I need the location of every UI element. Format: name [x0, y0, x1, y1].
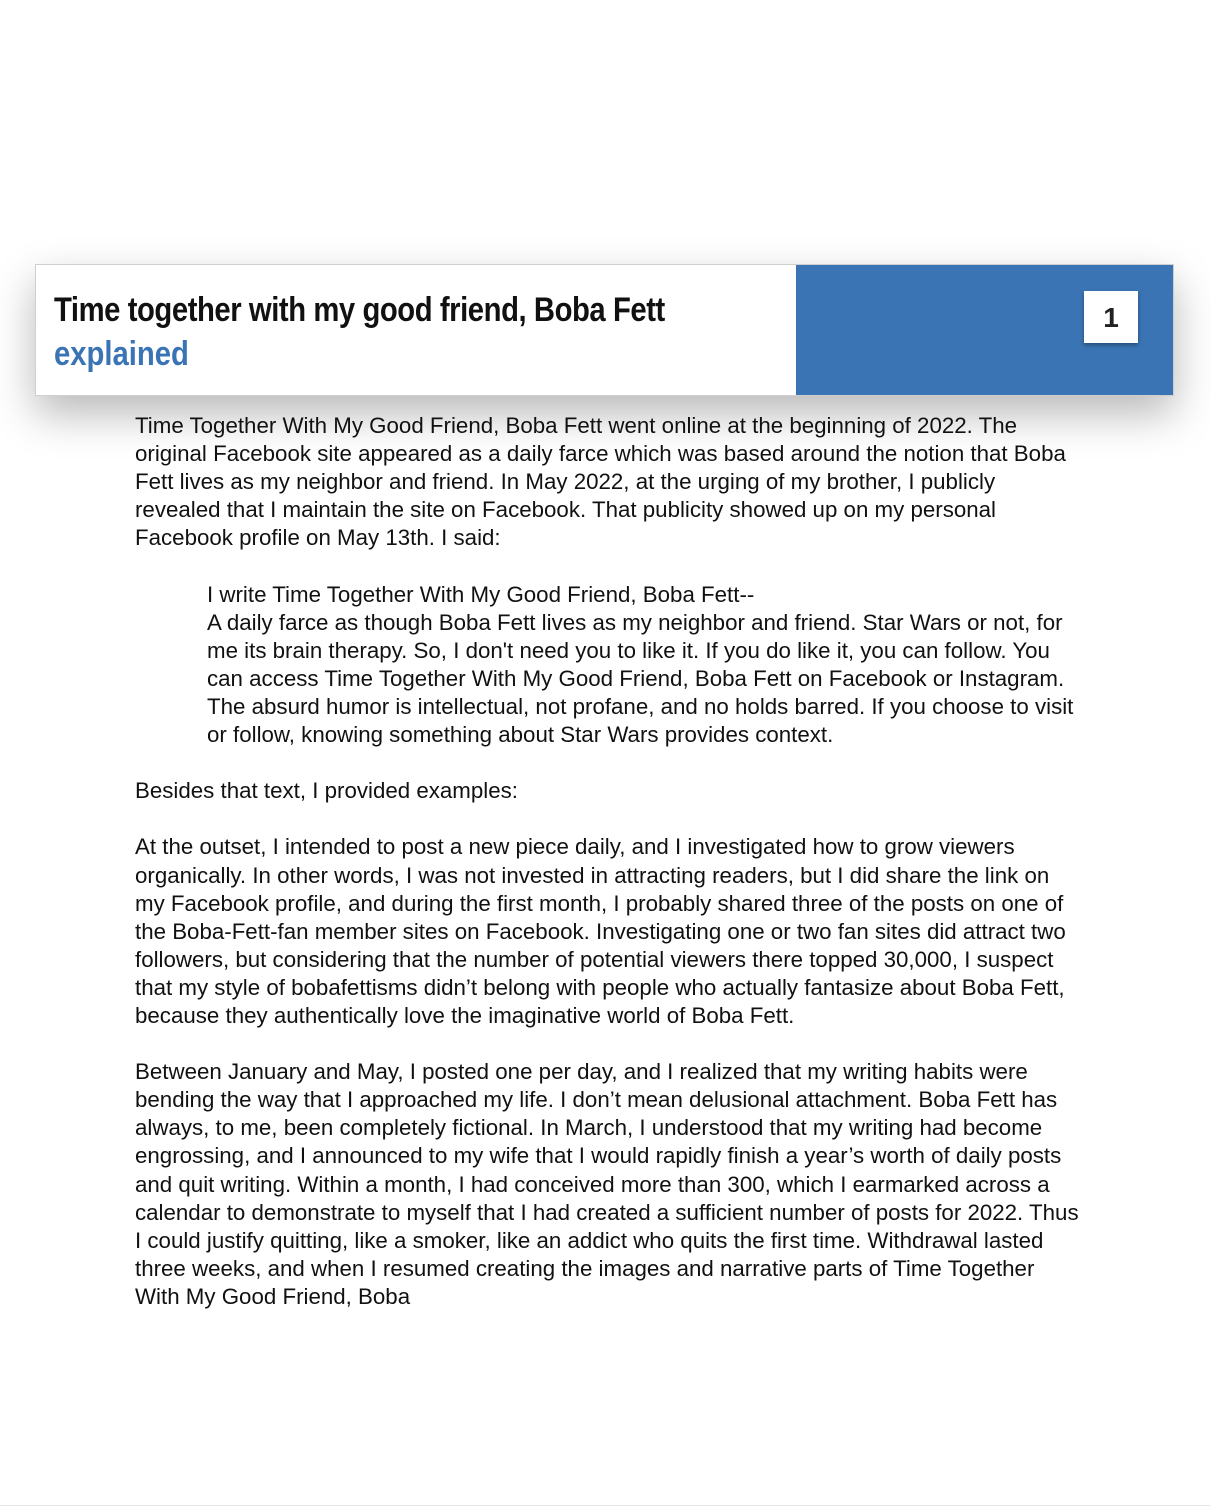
examples-intro-paragraph: Besides that text, I provided examples:: [135, 778, 518, 804]
article-body: [135, 412, 1085, 1339]
outset-paragraph: At the outset, I intended to post a new piece daily, and I investigated how to grow viewers organically. In other words, I was not invested in attracting readers, but I did share the link on my Facebook profile, and during the first month, I probably shared three of the posts on one of the Boba-Fett-fan member sites on Facebook. Investigating one or two fan sites did attract two followers, but considering that the number of potential viewers there topped 30,000, I suspect that my style of bobafettisms didn’t belong with people who actually fantasize about Boba Fett, because they authentically love the imaginative world of Boba Fett.: [135, 834, 1066, 1028]
quoted-post: [207, 581, 1085, 750]
quote-body: A daily farce as though Boba Fett lives as my neighbor and friend. Star Wars or not, for me its brain therapy. So, I don't need you to like it. If you do like it, you can follow. You can access Time Together With My Good Friend, Boba Fett on Facebook or Instagram. The absurd humor is intellectual, not profane, and no holds barred. If you choose to visit or follow, knowing something about Star Wars provides context.: [207, 609, 1074, 748]
header-card: [35, 264, 1174, 396]
page-divider: [0, 1505, 1210, 1506]
january-may-paragraph: Between January and May, I posted one per day, and I realized that my writing habits were bending the way that I approached my life. I don’t mean delusional attachment. Boba Fett has always, to me, been completely fictional. In March, I understood that my writing had become engrossing, and I announced to my wife that I would rapidly finish a year’s worth of daily posts and quit writing. Within a month, I had conceived more than 300, which I earmarked across a calendar to demonstrate to myself that I had created a sufficient number of posts for 2022. Thus I could justify quitting, like a smoker, like an addict who quits the first time. Withdrawal lasted three weeks, and when I resumed creating the images and narrative parts of Time Together With My Good Friend, Boba: [135, 1059, 1079, 1309]
page-subtitle: explained: [54, 335, 189, 373]
page-number-badge: 1: [1084, 291, 1138, 343]
quote-first-line: I write Time Together With My Good Friend, Boba Fett--: [207, 581, 755, 607]
intro-paragraph: Time Together With My Good Friend, Boba Fett went online at the beginning of 2022. The original Facebook site appeared as a daily farce which was based around the notion that Boba Fett lives as my neighbor and friend. In May 2022, at the urging of my brother, I publicly revealed that I maintain the site on Facebook. That publicity showed up on my personal Facebook profile on May 13th. I said:: [135, 413, 1066, 551]
page-title: Time together with my good friend, Boba Fett: [54, 291, 665, 329]
